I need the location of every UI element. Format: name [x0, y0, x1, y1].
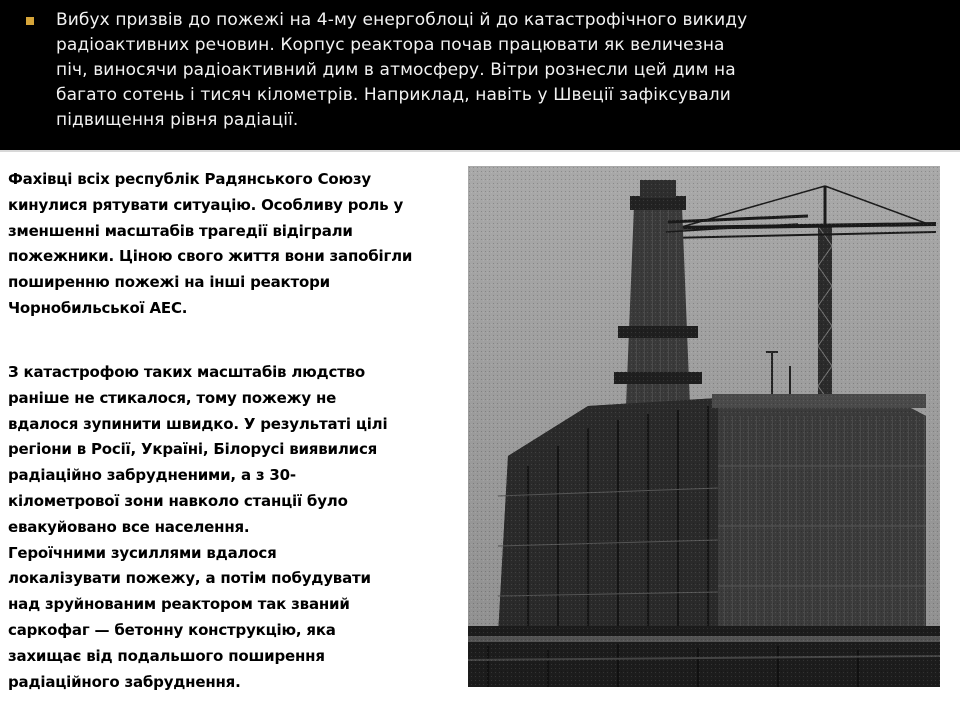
- paragraph-line: Героїчними зусиллями вдалося: [8, 543, 277, 562]
- paragraph-line: захищає від подальшого поширення: [8, 646, 325, 665]
- paragraph-line: Фахівці всіх республік Радянського Союзу: [8, 170, 372, 188]
- paragraph-line: локалізувати пожежу, а потім побудувати: [8, 569, 371, 588]
- paragraph-line: зменшенні масштабів трагедії відіграли: [8, 221, 353, 240]
- paragraph-line: пожежники. Ціною свого життя вони запобігли: [8, 247, 413, 266]
- paragraph-line: кілометрової зони навколо станції було: [8, 491, 348, 510]
- paragraph-line: поширенню пожежі на інші реактори: [8, 273, 330, 292]
- paragraph-line: над зруйнованим реактором так званий: [8, 595, 350, 614]
- banner-line: радіоактивних речовин. Корпус реактора почав працювати як величезна: [56, 35, 725, 55]
- paragraph-line: раніше не стикалося, тому пожежу не: [8, 388, 337, 407]
- paragraph-line: вдалося зупинити швидко. У результаті цілі: [8, 414, 388, 433]
- sarcophagus-photo: [468, 166, 940, 687]
- grain-overlay: [468, 166, 940, 687]
- top-banner: [0, 0, 960, 150]
- paragraph-line: радіаційно забрудненими, а з 30-: [8, 466, 296, 485]
- paragraph-firefighters: [8, 167, 448, 322]
- paragraph-line: кинулися рятувати ситуацію. Особливу роль у: [8, 195, 404, 214]
- banner-divider: [0, 150, 960, 152]
- paragraph-line: евакуйовано все населення.: [8, 517, 250, 536]
- paragraph-line: саркофаг — бетонну конструкцію, яка: [8, 620, 336, 639]
- paragraph-line: Чорнобильської АЕС.: [8, 298, 188, 317]
- banner-line: Вибух призвів до пожежі на 4-му енергоблоці й до катастрофічного викиду: [56, 10, 748, 30]
- banner-line: підвищення рівня радіації.: [56, 110, 299, 130]
- paragraph-line: регіони в Росії, Україні, Білорусі виявилися: [8, 440, 378, 459]
- paragraph-line: З катастрофою таких масштабів людство: [8, 363, 366, 381]
- banner-text: [56, 8, 936, 133]
- square-bullet-icon: [26, 17, 34, 25]
- paragraph-consequences: [8, 360, 448, 695]
- banner-line: багато сотень і тисяч кілометрів. Наприклад, навіть у Швеції зафіксували: [56, 85, 731, 105]
- banner-line: піч, виносячи радіоактивний дим в атмосферу. Вітри рознесли цей дим на: [56, 60, 736, 80]
- paragraph-line: радіаційного забруднення.: [8, 672, 241, 691]
